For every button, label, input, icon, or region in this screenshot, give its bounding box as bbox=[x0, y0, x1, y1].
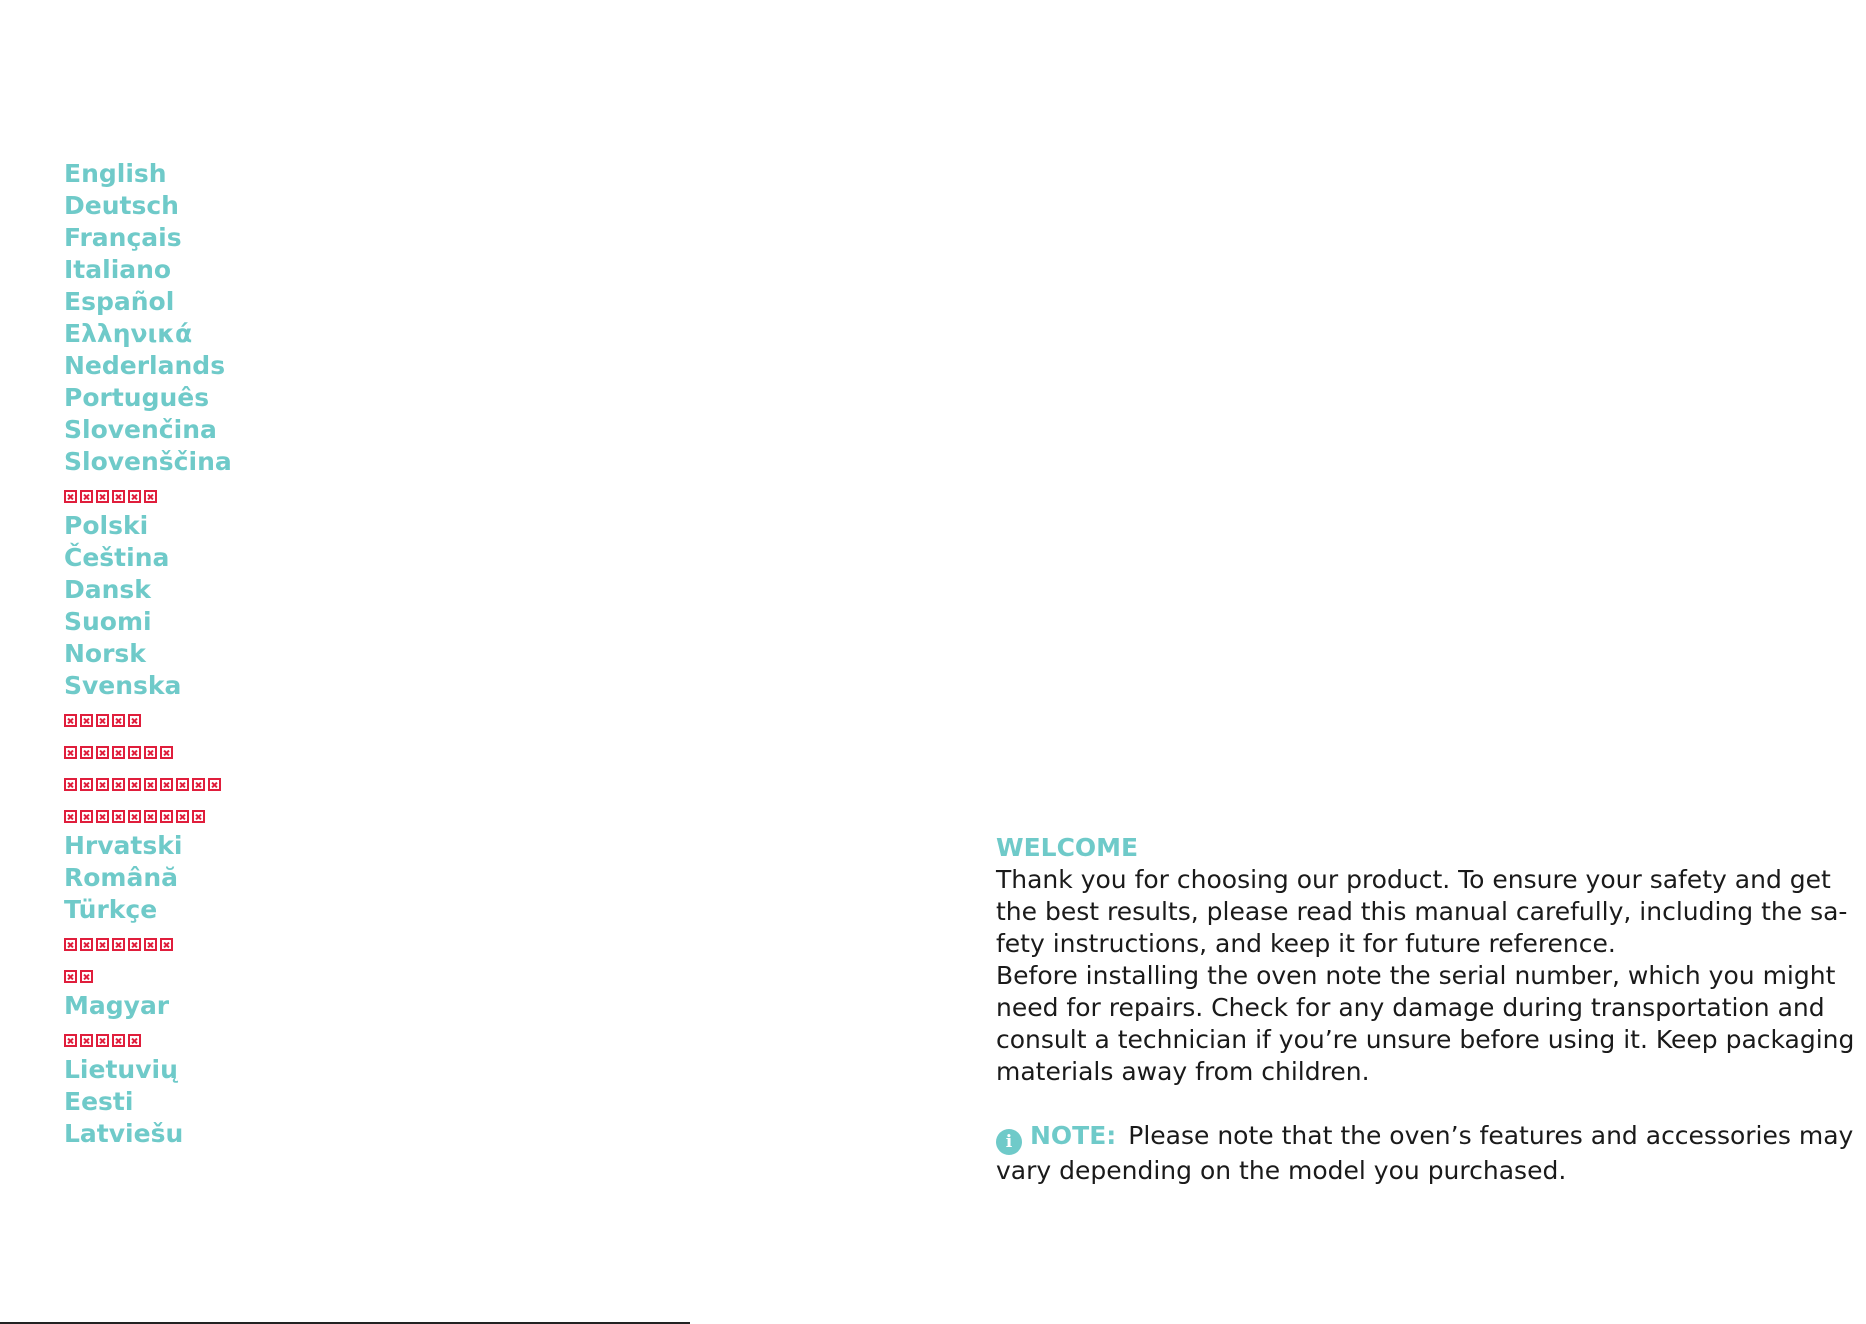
missing-glyph-icon bbox=[176, 778, 189, 791]
missing-glyph-icon bbox=[96, 778, 109, 791]
missing-glyph-icon bbox=[208, 778, 221, 791]
missing-glyph-icon bbox=[96, 810, 109, 823]
missing-glyph-icon bbox=[96, 490, 109, 503]
missing-glyph-icon bbox=[96, 746, 109, 759]
missing-glyph-icon bbox=[80, 938, 93, 951]
missing-glyph-icon bbox=[192, 810, 205, 823]
missing-glyph-icon bbox=[144, 810, 157, 823]
language-item: Svenska bbox=[64, 671, 182, 700]
language-item-missing-glyphs bbox=[64, 734, 232, 766]
note-text-1: Please note that the oven’s features and accessories may bbox=[1128, 1121, 1854, 1150]
welcome-section bbox=[996, 832, 1855, 1187]
missing-glyph-icon bbox=[64, 1034, 77, 1047]
welcome-title: WELCOME bbox=[996, 833, 1139, 862]
missing-glyph-icon bbox=[80, 810, 93, 823]
missing-glyph-icon bbox=[112, 778, 125, 791]
welcome-paragraph-2-line: need for repairs. Check for any damage during transportation and bbox=[996, 993, 1825, 1022]
missing-glyph-icon bbox=[64, 970, 77, 983]
language-item: Deutsch bbox=[64, 191, 179, 220]
language-item: Norsk bbox=[64, 639, 146, 668]
note-line-1 bbox=[996, 1120, 1854, 1155]
welcome-paragraph-1-line: the best results, please read this manual carefully, including the sa- bbox=[996, 897, 1848, 926]
language-item: Suomi bbox=[64, 607, 152, 636]
welcome-paragraph-1-line: fety instructions, and keep it for future reference. bbox=[996, 929, 1616, 958]
missing-glyph-icon bbox=[160, 810, 173, 823]
missing-glyph-icon bbox=[80, 970, 93, 983]
missing-glyph-icon bbox=[144, 938, 157, 951]
missing-glyph-icon bbox=[112, 938, 125, 951]
language-item-missing-glyphs bbox=[64, 926, 232, 958]
missing-glyph-icon bbox=[64, 778, 77, 791]
missing-glyph-icon bbox=[64, 938, 77, 951]
missing-glyph-icon bbox=[192, 778, 205, 791]
missing-glyph-icon bbox=[112, 714, 125, 727]
missing-glyph-icon bbox=[64, 810, 77, 823]
welcome-paragraph-2 bbox=[996, 960, 1855, 1088]
missing-glyph-icon bbox=[80, 1034, 93, 1047]
missing-glyph-icon bbox=[64, 746, 77, 759]
language-item: Français bbox=[64, 223, 182, 252]
welcome-paragraph-2-line: Before installing the oven note the serial number, which you might bbox=[996, 961, 1836, 990]
language-item: Ελληνικά bbox=[64, 319, 193, 348]
missing-glyph-icon bbox=[112, 1034, 125, 1047]
missing-glyph-icon bbox=[128, 714, 141, 727]
missing-glyph-icon bbox=[80, 746, 93, 759]
missing-glyph-icon bbox=[128, 746, 141, 759]
language-item: Latviešu bbox=[64, 1119, 184, 1148]
missing-glyph-icon bbox=[64, 490, 77, 503]
language-item: Čeština bbox=[64, 543, 170, 572]
welcome-paragraph-2-line: consult a technician if you’re unsure before using it. Keep packaging bbox=[996, 1025, 1855, 1054]
missing-glyph-icon bbox=[128, 1034, 141, 1047]
language-item: Español bbox=[64, 287, 175, 316]
language-item: Slovenščina bbox=[64, 447, 232, 476]
language-item-missing-glyphs bbox=[64, 478, 232, 510]
missing-glyph-icon bbox=[128, 938, 141, 951]
language-item: Polski bbox=[64, 511, 149, 540]
missing-glyph-icon bbox=[144, 746, 157, 759]
welcome-paragraph-1-line: Thank you for choosing our product. To ensure your safety and get bbox=[996, 865, 1831, 894]
language-item-missing-glyphs bbox=[64, 1022, 232, 1054]
welcome-paragraph-1 bbox=[996, 864, 1848, 960]
missing-glyph-icon bbox=[144, 490, 157, 503]
language-item: Lietuvių bbox=[64, 1055, 178, 1084]
info-icon: i bbox=[996, 1129, 1022, 1155]
language-item: Slovenčina bbox=[64, 415, 217, 444]
missing-glyph-icon bbox=[112, 810, 125, 823]
note-text-2: vary depending on the model you purchased. bbox=[996, 1156, 1567, 1185]
missing-glyph-icon bbox=[96, 1034, 109, 1047]
language-item: Türkçe bbox=[64, 895, 158, 924]
missing-glyph-icon bbox=[128, 490, 141, 503]
language-item-missing-glyphs bbox=[64, 702, 232, 734]
language-item: Italiano bbox=[64, 255, 172, 284]
missing-glyph-icon bbox=[112, 746, 125, 759]
language-item: Eesti bbox=[64, 1087, 134, 1116]
language-item: Română bbox=[64, 863, 179, 892]
missing-glyph-icon bbox=[160, 938, 173, 951]
language-item: Hrvatski bbox=[64, 831, 183, 860]
language-item: Português bbox=[64, 383, 210, 412]
missing-glyph-icon bbox=[64, 714, 77, 727]
language-item: Magyar bbox=[64, 991, 170, 1020]
language-item-missing-glyphs bbox=[64, 798, 232, 830]
language-item: English bbox=[64, 159, 167, 188]
missing-glyph-icon bbox=[80, 490, 93, 503]
language-item: Nederlands bbox=[64, 351, 226, 380]
missing-glyph-icon bbox=[96, 938, 109, 951]
language-item-missing-glyphs bbox=[64, 766, 232, 798]
missing-glyph-icon bbox=[144, 778, 157, 791]
missing-glyph-icon bbox=[80, 714, 93, 727]
language-item-missing-glyphs bbox=[64, 958, 232, 990]
missing-glyph-icon bbox=[160, 778, 173, 791]
missing-glyph-icon bbox=[128, 810, 141, 823]
missing-glyph-icon bbox=[176, 810, 189, 823]
missing-glyph-icon bbox=[160, 746, 173, 759]
missing-glyph-icon bbox=[80, 778, 93, 791]
missing-glyph-icon bbox=[128, 778, 141, 791]
note-label: NOTE: bbox=[1030, 1121, 1117, 1150]
language-item: Dansk bbox=[64, 575, 151, 604]
language-list bbox=[64, 158, 232, 1150]
note-block bbox=[996, 1120, 1854, 1187]
missing-glyph-icon bbox=[96, 714, 109, 727]
welcome-paragraph-2-line: materials away from children. bbox=[996, 1057, 1370, 1086]
missing-glyph-icon bbox=[112, 490, 125, 503]
